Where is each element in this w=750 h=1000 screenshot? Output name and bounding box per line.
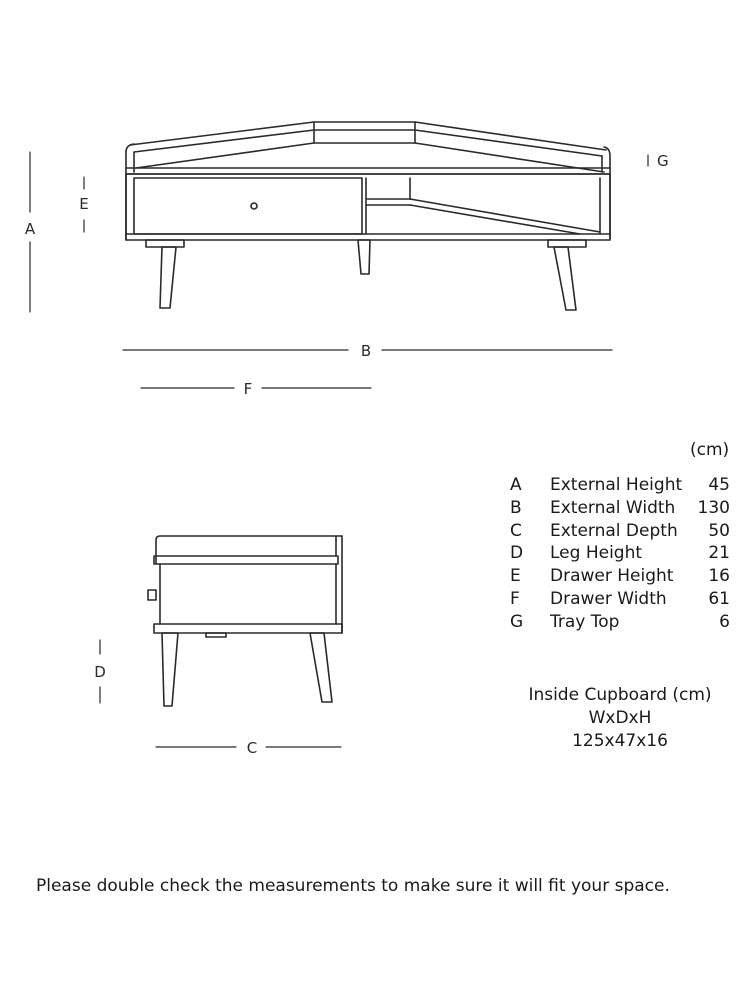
cupboard-value: 125x47x16 (572, 731, 668, 751)
spec-name: Drawer Width (550, 588, 667, 609)
inside-cupboard (520, 684, 720, 753)
spec-name: Leg Height (550, 543, 643, 564)
dim-label-b: B (360, 342, 372, 360)
spec-letter: F (510, 588, 520, 609)
spec-row (510, 588, 730, 611)
dim-label-a: A (24, 220, 36, 238)
spec-value: 6 (719, 611, 730, 632)
dim-label-e: E (79, 195, 89, 213)
spec-name: External Depth (550, 520, 678, 541)
spec-name: External Width (550, 497, 676, 518)
dim-label-d: D (94, 663, 106, 681)
front-view (126, 122, 610, 310)
spec-value: 61 (708, 588, 730, 609)
spec-row (510, 520, 730, 543)
spec-letter: A (510, 475, 522, 495)
spec-letter: C (510, 520, 522, 541)
spec-name: Drawer Height (550, 566, 674, 587)
spec-letter: E (510, 566, 521, 587)
dim-label-f: F (243, 380, 253, 398)
spec-name: External Height (550, 475, 683, 495)
spec-value: 50 (708, 520, 730, 541)
fit-note: Please double check the measurements to make sure it will fit your space. (36, 876, 670, 896)
spec-value: 16 (708, 566, 730, 587)
dim-label-g: G (657, 152, 669, 170)
spec-value: 130 (697, 497, 730, 518)
spec-value: 45 (708, 475, 730, 495)
spec-unit: (cm) (690, 440, 730, 460)
spec-name: Tray Top (550, 611, 620, 632)
spec-row (510, 497, 730, 520)
spec-letter: G (510, 611, 524, 632)
spec-row (510, 474, 730, 497)
spec-value: 21 (708, 543, 730, 564)
spec-row (510, 611, 730, 634)
dim-label-c: C (246, 739, 258, 757)
spec-table (510, 474, 730, 634)
spec-letter: D (510, 543, 524, 564)
spec-row (510, 565, 730, 588)
cupboard-title: Inside Cupboard (cm) (528, 685, 712, 705)
cupboard-format: WxDxH (588, 708, 652, 728)
spec-letter: B (510, 497, 522, 518)
spec-row (510, 542, 730, 565)
side-view (148, 536, 342, 706)
dimension-lines (30, 152, 648, 747)
